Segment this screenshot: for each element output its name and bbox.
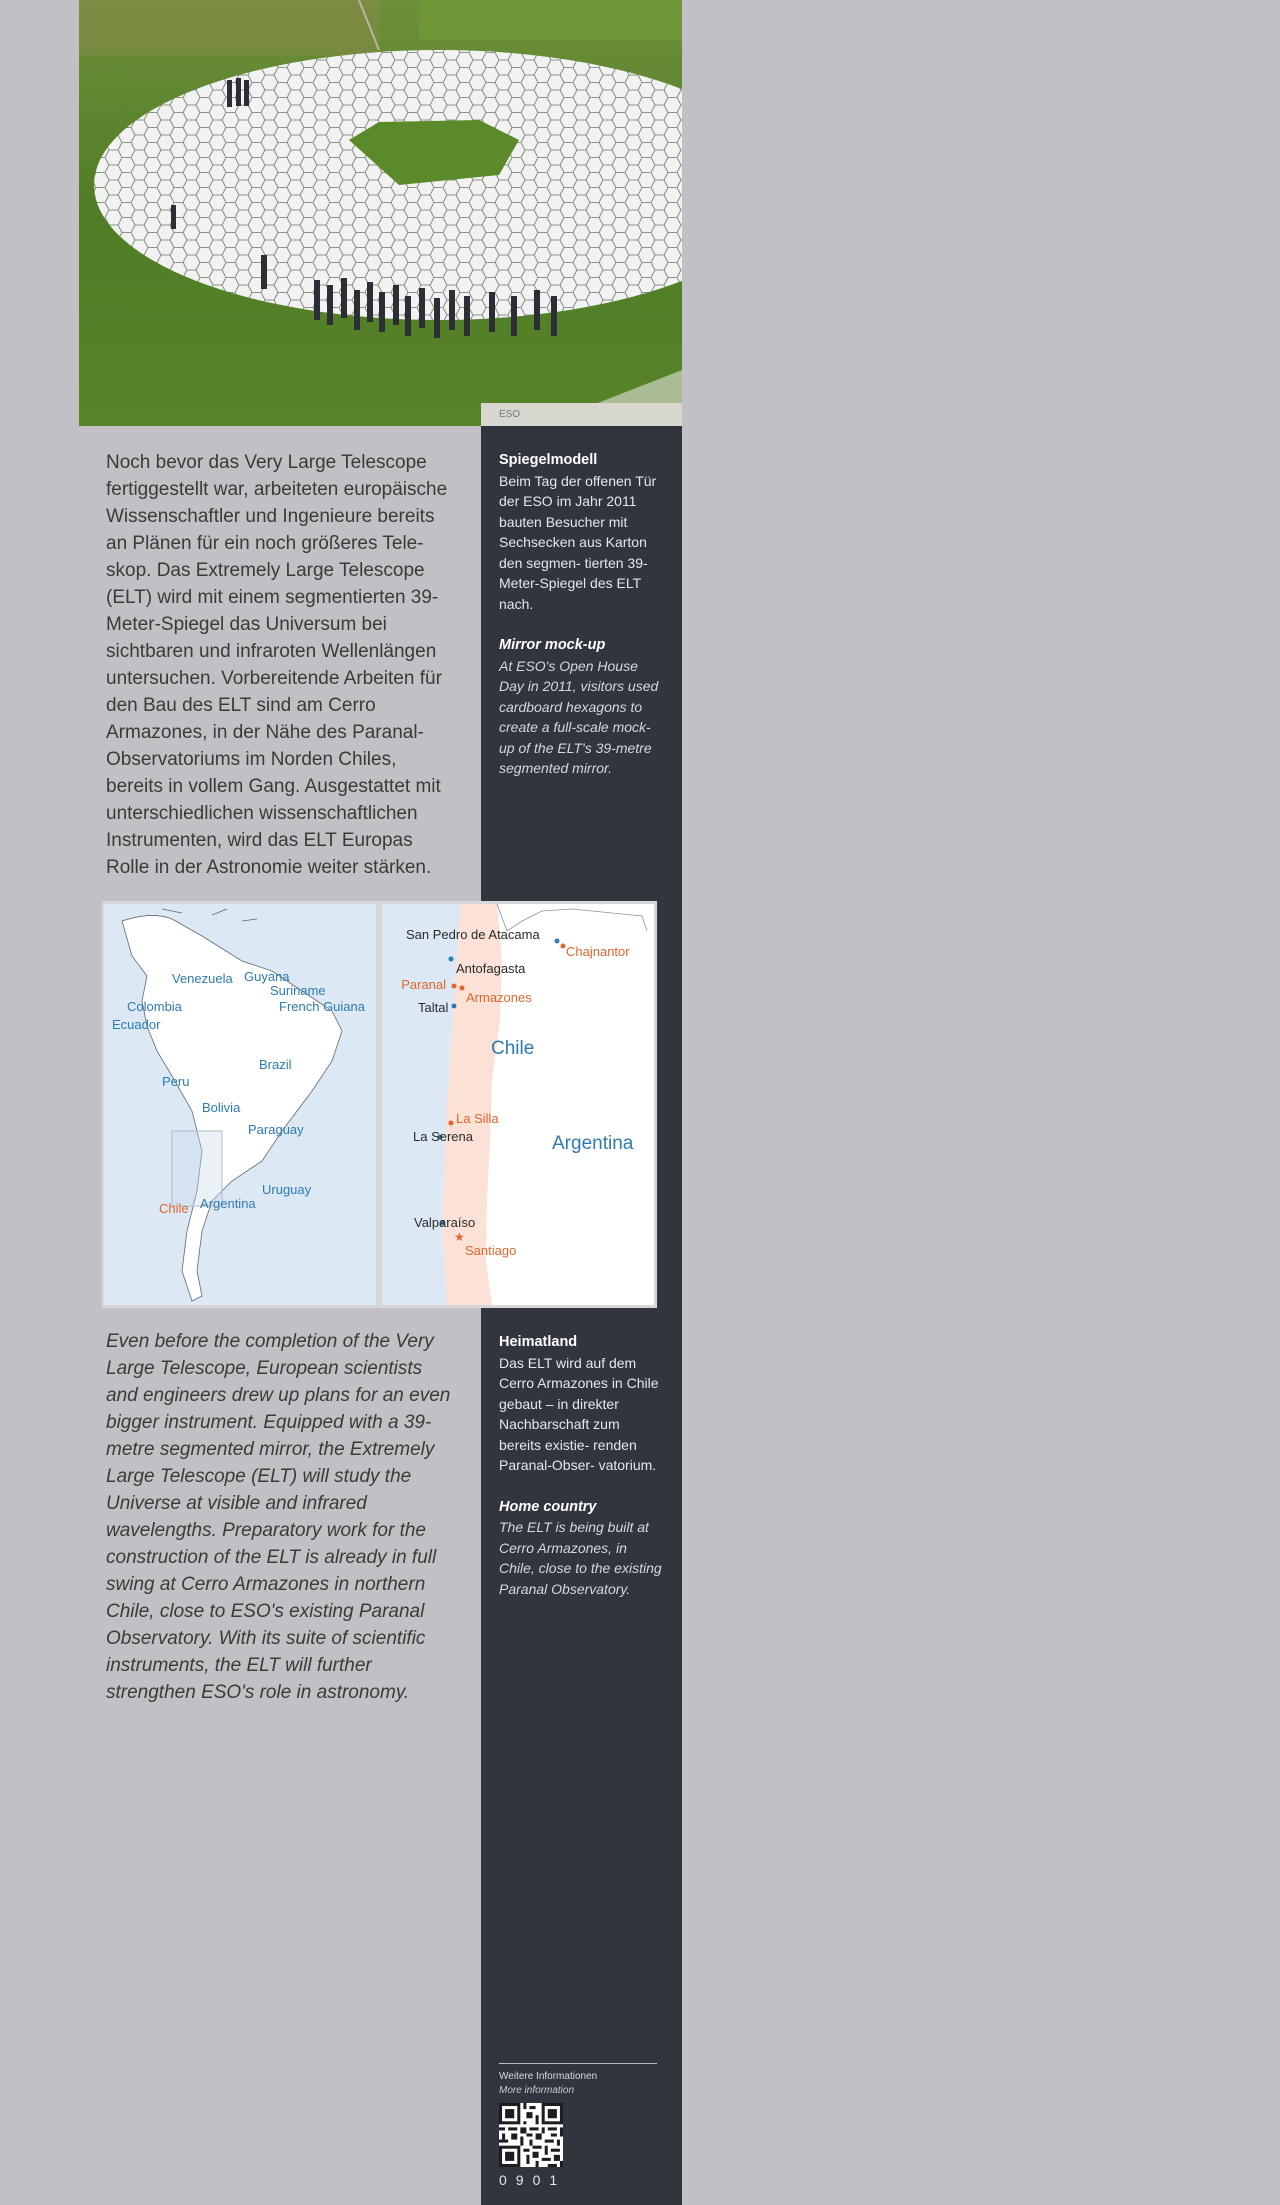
label-peru: Peru [162,1074,190,1089]
photo-credit: ESO [499,409,521,420]
label-santiago: Santiago [465,1243,517,1258]
label-uruguay: Uruguay [262,1182,312,1197]
label-antofagasta: Antofagasta [456,961,526,976]
label-paraguay: Paraguay [248,1122,304,1137]
star-santiago: ★ [454,1230,465,1244]
caption-mirror-text-de: Beim Tag der offenen Tür der ESO im Jahr 2011 bauten Besucher mit Sechsecken aus Karton den segmen- tierten 39-Meter-Spiegel des ELT nach. [499,472,657,612]
dot-armazones [460,986,465,991]
dot-paranal [452,984,457,989]
mirror-mockup-photo [79,0,682,426]
more-info-en: More information [499,2085,575,2096]
dot-antofagasta [449,957,454,962]
label-san-pedro: San Pedro de Atacama [406,927,540,942]
label-colombia: Colombia [127,999,182,1014]
label-suriname: Suriname [270,983,326,998]
label-venezuela: Venezuela [172,971,233,986]
caption-home-title-de: Heimatland [499,1334,578,1350]
label-chajnantor: Chajnantor [566,944,630,959]
label-argentina: Argentina [200,1196,256,1211]
label-taltal: Taltal [418,1000,449,1015]
map-chile-detail [382,904,654,1305]
caption-home-title-en: Home country [499,1498,597,1515]
exhibit-code: 0901 [499,2172,567,2188]
body-text-en: Even before the completion of the Very Large Telescope, European scientists and engineers drew up plans for an even bigger instrument. Equipped with a 39-metre segmented mirror, the Extremely Large Telescope (ELT) will study the Universe at visible and infrared wavelengths. Preparatory work for the construction of the ELT is already in full swing at Cerro Armazones in northern Chile, close to ESO's existing Paranal Observatory. With its suite of scientific instruments, the ELT will further strengthen ESO's role in astronomy. [106,1331,451,1703]
label-chile: Chile [159,1201,189,1216]
location-maps [102,901,657,1308]
label-valparaiso: Valparaíso [414,1215,476,1230]
label-ecuador: Ecuador [112,1017,161,1032]
dot-taltal [452,1004,457,1009]
caption-home [499,1332,665,1599]
body-text-de: Noch bevor das Very Large Telescope fertiggestellt war, arbeiteten europäische Wissenschaftler und Ingenieure bereits an Plänen für ein noch größeres Tele- skop. Das Extremely Large Telescope (ELT) wird mit einem segmentierten 39-Meter-Spiegel das Universum bei sichtbaren und infraroten Wellenlängen untersuchen. Vorbereitende Arbeiten für den Bau des ELT sind am Cerro Armazones, in der Nähe des Paranal- Observatoriums im Norden Chiles, bereits in vollem Gang. Ausgestattet mit unterschiedlichen wissenschaftlichen Instrumenten, wird das ELT Europas Rolle in der Astronomie weiter stärken. [106,452,448,878]
label-brazil: Brazil [259,1057,292,1072]
dot-chajnantor [561,944,566,949]
more-info-de: Weitere Informationen [499,2071,598,2082]
divider [499,2063,657,2064]
dot-la-silla [449,1121,454,1126]
caption-mirror-title-en: Mirror mock-up [499,637,606,653]
label-paranal: Paranal [401,977,446,992]
label-french-guiana: French Guiana [279,999,365,1014]
caption-mirror-title-de: Spiegelmodell [499,452,598,468]
caption-mirror [499,450,665,779]
label-argentina-big: Argentina [552,1133,634,1154]
caption-mirror-text-en: At ESO's Open House Day in 2011, visitors used cardboard hexagons to create a full-scale mock- up of the ELT's 39-metre segmented mirror. [499,657,659,776]
label-la-serena: La Serena [413,1129,473,1144]
label-bolivia: Bolivia [202,1100,241,1115]
photo-credit-bar [481,403,682,426]
caption-home-text-de: Das ELT wird auf dem Cerro Armazones in Chile gebaut – in direkter Nachbarschaft zum bereits existie- renden Paranal-Obser- vatorium. [499,1354,659,1473]
dot-san-pedro [555,939,560,944]
qr-code[interactable] [499,2103,563,2167]
label-guyana: Guyana [244,969,290,984]
map-south-america [104,904,376,1305]
label-la-silla: La Silla [456,1111,499,1126]
label-chile-big: Chile [491,1038,535,1059]
caption-home-text-en: The ELT is being built at Cerro Armazones, in Chile, close to the existing Paranal Observatory. [499,1519,662,1597]
label-armazones: Armazones [466,990,532,1005]
